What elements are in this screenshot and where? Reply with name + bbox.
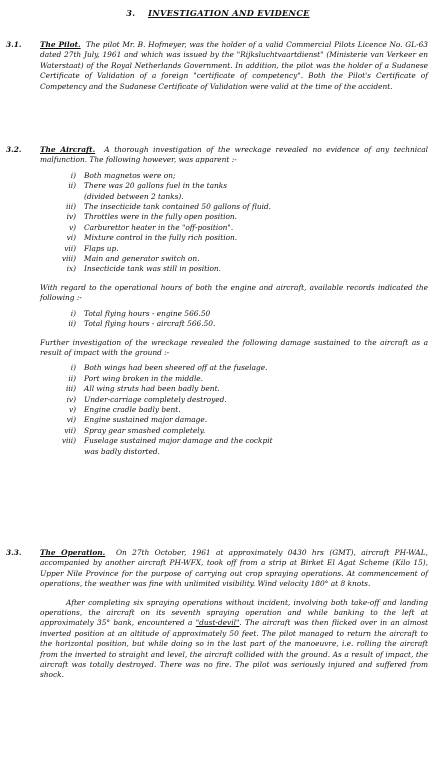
operation-paragraph-1: [40, 548, 428, 590]
damage-list: [40, 363, 428, 457]
section-heading: The Pilot.: [40, 40, 81, 49]
list-item: iii) The insecticide tank contained 50 gallons of fluid.: [66, 202, 272, 212]
list-item: vii) Flaps up.: [64, 243, 119, 253]
list-item: i) Total flying hours - engine 566.50: [70, 308, 211, 318]
section-operation: [6, 548, 430, 681]
list-item: iv) Throttles were in the fully open position.: [66, 212, 238, 222]
operation-paragraph-2: After completing six spraying operations without incident, involving both take-off and landing operations, the aircraft on its seventh spraying operation and while banking to the left at approximately 35° bank, encountered a "dust-devil". The aircraft was then flicked over in an almost inverted position at an altitude of approximately 50 feet. The pilot managed to return the aircraft to the horizontal position, but while doing so in the last part of the manoeuvre, i.e. rolling the aircraft from the inverted to straight and level, the aircraft collided with the ground. As a result of impact, the aircraft was totally destroyed. There was no fire. The pilot was seriously injured and suffered from shock.: [40, 597, 429, 680]
list-item: i) Both wings had been sheered off at the fuselage.: [70, 363, 268, 373]
list-item: viii) Main and generator switch on.: [61, 254, 200, 264]
paragraph-text: On 27th October, 1961 at approximately 0430 hrs (GMT), aircraft PH-WAL, accompanied by another aircraft PH-WFX, took off from a strip at Birket El Agat Scheme (Kilo 15), Upper Nile Province for the purpose of carrying out crop spraying operations. At commencement of operations, the weather was fine with unlimited visibility. Wind velocity 180° at 8 knots.: [40, 548, 428, 589]
section-number: 3.1.: [6, 40, 22, 49]
list-item: vii) Spray gear smashed completely.: [64, 425, 206, 435]
dust-devil-term: "dust-devil": [195, 618, 240, 628]
paragraph-text: A thorough investigation of the wreckage revealed no evidence of any technical malfunction. The following however, was apparent :-: [40, 145, 429, 165]
section-heading: The Aircraft.: [40, 145, 96, 154]
list-item: i) Both magnetos were on;: [70, 170, 176, 180]
list-item: v) Engine cradle badly bent.: [68, 404, 181, 414]
section-title-text: INVESTIGATION AND EVIDENCE: [148, 8, 310, 18]
section-pilot: [6, 40, 430, 92]
section-title-number: 3.: [126, 8, 136, 18]
list-item: iii) All wing struts had been badly bent.: [66, 384, 220, 394]
list-item: iv) Under-carriage completely destroyed.: [66, 394, 227, 404]
list-item: ii) There was 20 gallons fuel in the tanks (divided between 2 tanks).: [68, 181, 228, 201]
list-item: viii) Fuselage sustained major damage and the cockpit was badly distorted.: [61, 436, 273, 456]
section-aircraft: [6, 145, 430, 457]
hours-list: [40, 309, 428, 330]
section-title: [0, 8, 436, 18]
damage-paragraph: Further investigation of the wreckage revealed the following damage sustained to the aircraft as a result of impact with the ground :-: [40, 337, 428, 357]
section-heading: The Operation.: [40, 548, 106, 557]
list-item: ii) Total flying hours - aircraft 566.50.: [68, 319, 216, 329]
list-item: v) Carburettor heater in the "off-position".: [68, 222, 234, 232]
pilot-paragraph: [40, 40, 428, 92]
apparent-list: [40, 171, 428, 275]
list-item: ix) Insecticide tank was still in position.: [66, 264, 222, 274]
list-item: ii) Port wing broken in the middle.: [68, 373, 204, 383]
hours-paragraph: With regard to the operational hours of both the engine and aircraft, available records indicated the following :-: [40, 282, 428, 303]
list-item: vi) Mixture control in the fully rich position.: [66, 233, 238, 243]
section-number: 3.2.: [6, 145, 22, 154]
section-number: 3.3.: [6, 548, 22, 557]
paragraph-text: The pilot Mr. B. Hofmeyer, was the holder of a valid Commercial Pilots Licence No. GL-63 dated 27th July, 1961 and which was issued by the "Rijksluchtvaartdienst" (Ministerie van Verkeer en Waterstaat) of the Royal Netherlands Government. In addition, the pilot was the holder of a Sudanese Certificate of Validation of a foreign "certificate of competency". Both the Pilot's Certificate of Competency and the Sudanese Certificate of Validation were valid at the time of the accident.: [40, 40, 428, 91]
aircraft-intro-paragraph: [40, 145, 428, 166]
list-item: vi) Engine sustained major damage.: [66, 415, 208, 425]
